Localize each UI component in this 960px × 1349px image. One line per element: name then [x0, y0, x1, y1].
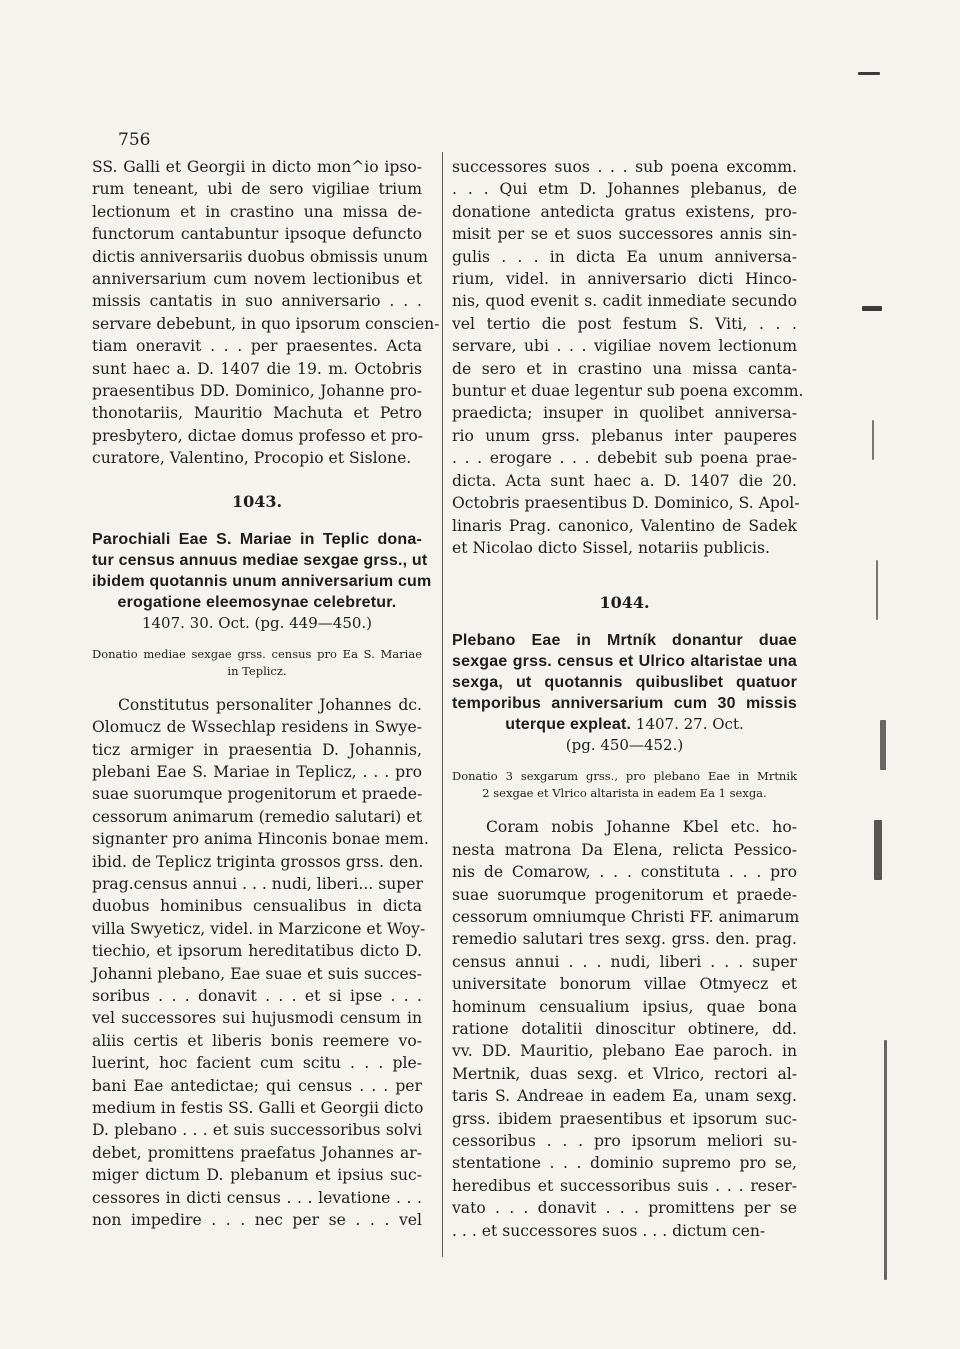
text-line: curatore, Valentino, Procopio et Sislone.	[92, 449, 412, 468]
text-line: . . . erogare . . . debebit sub poena prae-	[452, 449, 797, 468]
text-line: signanter pro anima Hinconis bonae mem.	[92, 830, 429, 849]
text-line: linaris Prag. canonico, Valentino de Sadek	[452, 516, 797, 535]
text-line: cessores in dicti census . . . levatione . . .	[92, 1188, 422, 1207]
text-line: miger dictum D. plebanum et ipsius suc-	[92, 1166, 422, 1185]
entry-heading	[452, 630, 797, 735]
text-line: bani Eae antedictae; qui census . . . per	[92, 1076, 422, 1095]
text-line: tiam oneravit . . . per praesentes. Acta	[92, 337, 422, 356]
scan-artifact	[884, 1040, 887, 1280]
entry-number: 1043.	[231, 491, 283, 511]
entry-summary-note	[452, 768, 797, 802]
heading-line: sexgae grss. census et Ulrico altaristae una	[452, 653, 797, 671]
right-column	[452, 156, 804, 1242]
scan-artifact	[876, 560, 878, 620]
column-divider	[442, 152, 443, 1257]
page-number: 756	[118, 130, 151, 150]
text-line: misit per se et suos successores annis sin-	[452, 225, 797, 244]
text-line: anniversarium cum novem lectionibus et	[92, 270, 422, 289]
text-line: debet, promittens praefatus Johannes ar-	[92, 1143, 422, 1162]
text-line: non impedire . . . nec per se . . . vel	[92, 1211, 422, 1230]
text-line: soribus . . . donavit . . . et si ipse . . .	[92, 986, 422, 1005]
text-line: medium in festis SS. Galli et Georgii dicto	[92, 1099, 424, 1117]
text-line: nis, quod evenit s. cadit inmediate secundo	[452, 292, 797, 311]
text-line: ratione dotalitii dinoscitur obtinere, dd.	[452, 1019, 797, 1038]
scan-artifact	[880, 720, 886, 770]
text-line: rum teneant, ubi de sero vigiliae trium	[92, 180, 422, 199]
text-line: aliis certis et liberis bonis reemere vo-	[92, 1031, 422, 1050]
heading-last-line	[452, 714, 797, 735]
heading-line: erogatione eleemosynae celebretur.	[117, 593, 397, 611]
text-line: praedicta; insuper in quolibet anniversa-	[452, 404, 797, 423]
text-line: grss. ibidem praesentibus et ipsorum suc-	[452, 1109, 797, 1128]
heading-line: ibidem quotannis unum anniversarium cum	[92, 572, 432, 590]
text-line: et Nicolao dicto Sissel, notariis publicis.	[452, 538, 770, 557]
note-line: in Teplicz.	[227, 663, 287, 678]
text-line: Mertnik, duas sexg. et Vlrico, rectori al-	[452, 1064, 797, 1083]
entry-summary-note	[92, 646, 422, 680]
heading-line: Parochiali Eae S. Mariae in Teplic dona-	[92, 530, 422, 548]
text-line: luerint, hoc facient cum scitu . . . ple-	[92, 1054, 422, 1073]
text-line: universitate bonorum villae Otmyecz et	[452, 975, 797, 994]
text-line: Constitutus personaliter Johannes dc.	[118, 695, 422, 714]
text-line: tiechio, et ipsorum hereditatibus dicto D.	[92, 942, 422, 961]
text-line: D. plebano . . . et suis successoribus solvi	[92, 1121, 422, 1140]
text-line: lectionum et in crastino una missa de-	[92, 202, 422, 221]
text-line: nesta matrona Da Elena, relicta Pessico-	[452, 840, 797, 859]
text-line: missis cantatis in suo anniversario . . .	[92, 292, 422, 311]
text-line: vato . . . donavit . . . promittens per se	[452, 1199, 797, 1218]
text-line: rium, videl. in anniversario dicti Hinco-	[452, 270, 797, 289]
text-line: taris S. Andreae in eadem Ea, unam sexg.	[452, 1087, 797, 1106]
text-line: gulis . . . in dicta Ea unum anniversa-	[452, 247, 797, 266]
note-line: 2 sexgae et Vlrico altarista in eadem Ea 1 sexga.	[482, 786, 767, 801]
text-line: . . . et successores suos . . . dictum cen-	[452, 1221, 766, 1240]
text-line: servare, ubi . . . vigiliae novem lectionum	[452, 337, 797, 356]
text-line: ticz armiger in praesentia D. Johannis,	[92, 740, 422, 759]
heading-line: temporibus anniversarium cum 30 missis	[452, 695, 797, 713]
text-line: cessorum omniumque Christi FF. animarum	[452, 907, 800, 926]
text-line: presbytero, dictae domus professo et pro-	[92, 426, 424, 445]
scan-artifact	[862, 306, 882, 311]
heading-line: sexga, ut quotannis quibuslibet quatuor	[452, 674, 797, 692]
text-line: servare debebunt, in quo ipsorum conscien-	[92, 314, 440, 333]
text-line: duobus hominibus censualibus in dicta	[92, 897, 422, 916]
note-line: Donatio 3 sexgarum grss., pro plebano Eae in Mrtnik	[452, 769, 797, 784]
text-line: Johanni plebano, Eae suae et suis succes-	[92, 964, 422, 983]
heading-line: Plebano Eae in Mrtník donantur duae	[452, 632, 797, 650]
text-line: successores suos . . . sub poena excomm.	[452, 158, 797, 176]
text-line: Octobris praesentibus D. Dominico, S. Apol-	[452, 494, 800, 513]
text-line: dictis anniversariis duobus obmissis unum	[92, 247, 428, 266]
heading-line: tur census annuus mediae sexgae grss., ut	[92, 551, 428, 569]
text-line: hominum censualium ipsius, quae bona	[452, 997, 797, 1016]
text-line: census annui . . . nudi, liberi . . . super	[452, 952, 797, 971]
entry-body	[452, 816, 800, 1242]
text-line: vv. DD. Mauritio, plebano Eae paroch. in	[452, 1042, 797, 1061]
entry-date: 1407. 30. Oct. (pg. 449—450.)	[141, 613, 373, 632]
text-line: suae suorumque progenitorum et praede-	[452, 885, 797, 904]
text-line: nis de Comarow, . . . constituta . . . pro	[452, 863, 797, 882]
text-line: donatione antedicta gratus existens, pro-	[452, 202, 797, 221]
text-line: rio unum grss. plebanus inter pauperes	[452, 426, 797, 445]
text-line: prag.census annui . . . nudi, liberi... super	[92, 874, 423, 893]
text-line: dicta. Acta sunt haec a. D. 1407 die 20.	[452, 471, 797, 490]
text-line: thonotariis, Mauritio Machuta et Petro	[92, 404, 422, 423]
text-line: praesentibus DD. Dominico, Johanne pro-	[92, 382, 422, 401]
left-paragraph-continuation	[92, 156, 440, 470]
text-line: buntur et duae legentur sub poena excomm.	[452, 382, 804, 401]
text-line: villa Swyeticz, videl. in Marzicone et Woy-	[92, 919, 426, 938]
heading-line: uterque expleat.	[505, 716, 632, 734]
text-line: remedio salutari tres sexg. grss. den. prag.	[452, 930, 797, 949]
entry-date: 1407. 27. Oct.	[635, 715, 744, 734]
text-line: vel successores sui hujusmodi censum in	[92, 1009, 422, 1028]
scan-artifact	[874, 820, 882, 880]
entry-number: 1044.	[599, 593, 650, 613]
entry-body	[92, 694, 429, 1232]
text-line: sunt haec a. D. 1407 die 19. m. Octobris	[92, 359, 422, 378]
left-column	[92, 156, 440, 1231]
text-line: Coram nobis Johanne Kbel etc. ho-	[486, 818, 797, 837]
text-line: vel tertio die post festum S. Viti, . . .	[452, 314, 797, 333]
text-line: stentatione . . . dominio supremo pro se,	[452, 1154, 797, 1173]
text-line: suae suorumque progenitorum et praede-	[92, 785, 423, 804]
entry-pages: (pg. 450—452.)	[565, 736, 684, 755]
text-line: Olomucz de Wssechlap residens in Swye-	[92, 718, 422, 737]
entry-heading	[92, 529, 432, 613]
right-paragraph-continuation	[452, 156, 804, 559]
text-line: . . . Qui etm D. Johannes plebanus, de	[452, 180, 797, 199]
text-line: SS. Galli et Georgii in dicto mon^io ipso-	[92, 158, 422, 176]
text-line: heredibus et successoribus suis . . . reser-	[452, 1176, 797, 1195]
text-line: functorum cantabuntur ipsoque defuncto	[92, 225, 422, 244]
text-line: ibid. de Teplicz triginta grossos grss. den.	[92, 852, 424, 871]
scan-artifact	[858, 72, 880, 75]
text-line: de sero et in crastino una missa canta-	[452, 359, 797, 378]
scan-artifact	[872, 420, 874, 460]
text-line: plebani Eae S. Mariae in Teplicz, . . . pro	[92, 762, 422, 781]
note-line: Donatio mediae sexgae grss. census pro Ea S. Mariae	[92, 646, 422, 661]
text-line: cessorum animarum (remedio salutari) et	[92, 807, 422, 826]
text-line: cessoribus . . . pro ipsorum meliori su-	[452, 1132, 797, 1150]
